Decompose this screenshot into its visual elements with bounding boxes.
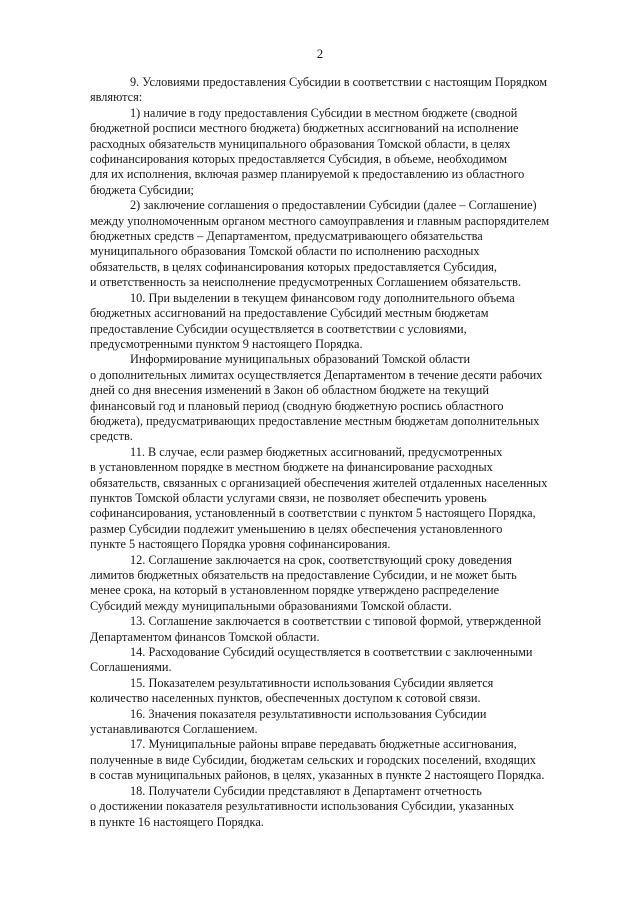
paragraph-10: 10. При выделении в текущем финансовом году дополнительного объема бюджетных ассигнований на предоставление Субсидий местным бюджетам предоставление Субсидии осуществляется в соответствии с условиями, предусмотренными пунктом 9 настоящего Порядка. bbox=[90, 290, 515, 351]
paragraph-9: 9. Условиями предоставления Субсидии в соответствии с настоящим Порядком являются: bbox=[90, 75, 548, 105]
paragraph-9-1: 1) наличие в году предоставления Субсидии в местном бюджете (сводной бюджетной росписи местного бюджета) бюджетных ассигнований на исполнение расходных обязательств муниципального образования Томской области, в целях софинансирования которых предоставляется Субсидия, в объеме, необходимом для их исполнения, включая размер планируемой к предоставлению из областного бюджета Субсидии; bbox=[90, 105, 525, 197]
paragraph-13: 13. Соглашение заключается в соответствии с типовой формой, утвержденной Департаментом финансов Томской области. bbox=[90, 614, 542, 644]
paragraph-11: 11. В случае, если размер бюджетных ассигнований, предусмотренных в установленном порядке в местном бюджете на финансирование расходных обязательств, связанных с организацией обеспечения жителей отдаленных населенных пунктов Томской области услугами связи, не позволяет обеспечить уровень софинансирования, установленный в соответствии с пунктом 5 настоящего Порядка, размер Субсидии подлежит уменьшению в целях обеспечения установленного пункте 5 настоящего Порядка уровня софинансирования. bbox=[90, 444, 548, 552]
paragraph-17: 17. Муниципальные районы вправе передавать бюджетные ассигнования, полученные в виде Субсидии, бюджетам сельских и городских поселений, входящих в состав муниципальных районов, в целях, указанных в пункте 2 настоящего Порядка. bbox=[90, 737, 545, 783]
paragraph-12: 12. Соглашение заключается на срок, соответствующий сроку доведения лимитов бюджетных обязательств на предоставление Субсидии, и не может быть менее срока, на который в установленном порядке утверждено распределение Субсидий между муниципальными образованиями Томской области. bbox=[90, 552, 517, 613]
paragraph-16: 16. Значения показателя результативности использования Субсидии устанавливаются Соглашением. bbox=[90, 706, 487, 737]
paragraph-15: 15. Показателем результативности использования Субсидии является количество населенных пунктов, обеспеченных доступом к сотовой связи. bbox=[90, 675, 494, 706]
paragraph-14: 14. Расходование Субсидий осуществляется в соответствии с заключенными Соглашениями. bbox=[90, 645, 533, 675]
page-number: 2 bbox=[316, 46, 324, 61]
document-body bbox=[90, 75, 597, 830]
paragraph-9-2: 2) заключение соглашения о предоставлении Субсидии (далее – Соглашение) между уполномоченным органом местного самоуправления и главным распорядителем бюджетных средств – Департаментом, предусматривающего обязательства муниципального образования Томской области по исполнению расходных обязательств, в целях софинансирования которых предоставляется Субсидия, и ответственность за неисполнение предусмотренных Соглашением обязательств. bbox=[90, 198, 550, 290]
paragraph-10-info: Информирование муниципальных образований Томской области о дополнительных лимитах осуществляется Департаментом в течение десяти рабочих дней со дня внесения изменений в Закон об областном бюджете на текущий финансовый год и плановый период (сводную бюджетную роспись областного бюджета), предусматривающих предоставление местным бюджетам дополнительных средств. bbox=[90, 352, 543, 444]
paragraph-18: 18. Получатели Субсидии представляют в Департамент отчетность о достижении показателя результативности использования Субсидии, указанных в пункте 16 настоящего Порядка. bbox=[90, 783, 515, 829]
